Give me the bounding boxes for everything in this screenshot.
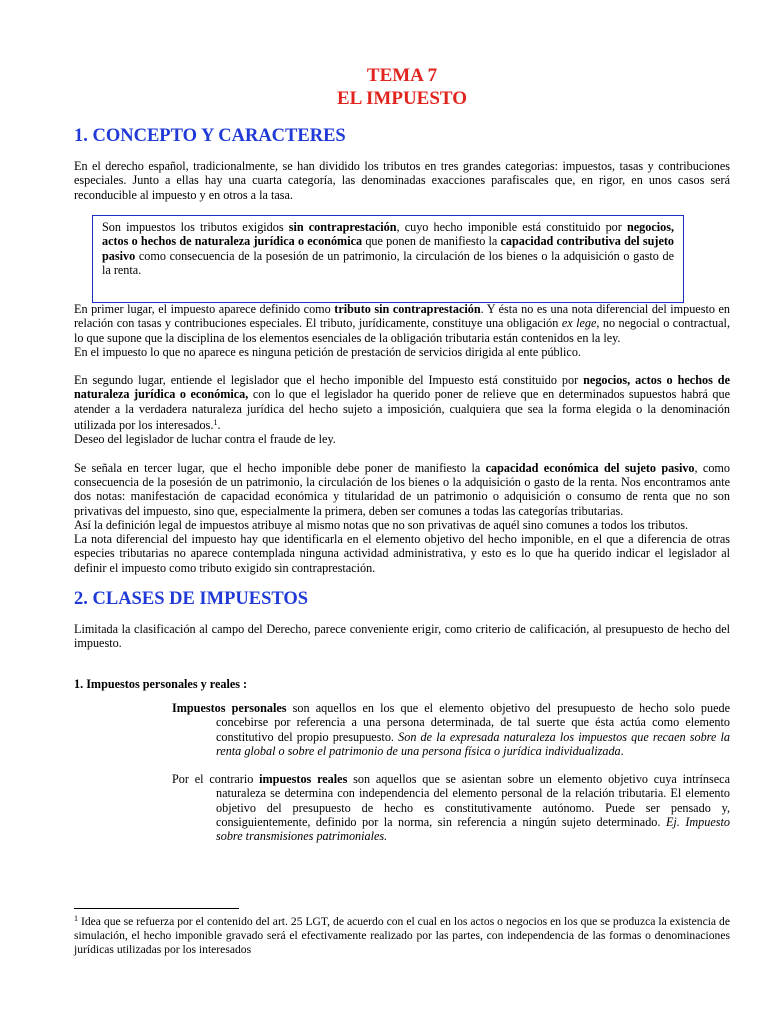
section1-heading: 1. CONCEPTO Y CARACTERES xyxy=(74,126,346,146)
paragraph-tercer-lugar: Se señala en tercer lugar, que el hecho imponible debe poner de manifiesto la capacidad económica del sujeto pasivo, como consecuencia de la posesión de un patrimonio, la circulación de los bienes o la adquisición o gasto de la renta. Nos encontramos ante dos notas: manifestación de capacidad económica y titularidad de un patrimonio o adquisición o consumo de renta que no son privativas del impuesto, sino que, especialmente la primera, deben ser comunes a todas las categorías tributarias. xyxy=(74,460,730,518)
paragraph-tercer-lugar-c: La nota diferencial del impuesto hay que identificarla en el elemento objetivo del hecho imponible, en el que a diferencia de otras especies tributarias no aparece contemplada ninguna actividad administrativa, y esto es lo que ha querido indicar el legislador al definir el impuesto como tributo exigido sin contraprestación. xyxy=(74,532,730,575)
section1-intro: En el derecho español, tradicionalmente, se han dividido los tributos en tres grandes categorias: impuestos, tasas y contribuciones especiales. Junto a ellas hay una cuarta categoría, las denominadas exacciones parafiscales que, en rigor, en unos casos será reconducible al impuesto y en otros a la tasa. xyxy=(74,159,730,202)
paragraph-primer-lugar: En primer lugar, el impuesto aparece definido como tributo sin contraprestación. Y ésta no es una nota diferencial del impuesto en relación con tasas y contribuciones especiales. El tributo, jurídicamente, constituye una obligación ex lege, no negocial o contractual, lo que supone que la disciplina de los elementos esenciales de la obligación tributaria están contenidos en la ley. xyxy=(74,302,730,345)
page-content xyxy=(74,64,730,202)
section2-intro: Limitada la clasificación al campo del Derecho, parece conveniente erigir, como criterio de calificación, al presupuesto de hecho del impuesto. xyxy=(74,622,730,651)
footnote-separator xyxy=(74,908,239,909)
tema-number: TEMA 7 xyxy=(366,65,438,86)
subsection-heading: 1. Impuestos personales y reales : xyxy=(74,676,248,691)
personal-taxes-block xyxy=(172,701,730,758)
footnote-text: $^1$ Idea que se refuerza por el contenido del art. 25 LGT, de acuerdo con el cual en los actos o negocios en los que se produzca la existencia de simulación, el hecho imponible gravado será el efectivamente realizado por las partes, con independencia de las formas o denominaciones jurídicas utilizadas por los interesados xyxy=(74,914,730,956)
definition-text: Son impuestos los tributos exigidos sin contraprestación, cuyo hecho imponible está constituido por negocios, actos o hechos de naturaleza jurídica o económica que ponen de manifiesto la capacidad contributiva del sujeto pasivo como consecuencia de la posesión de un patrimonio, la circulación de los bienes o la adquisición o gasto de la renta. xyxy=(102,220,675,278)
footnote xyxy=(74,912,730,957)
paragraph-segundo-lugar-b: Deseo del legislador de luchar contra el fraude de ley. xyxy=(74,432,336,447)
definition-box xyxy=(92,215,684,303)
impuestos-reales-paragraph: Por el contrario impuestos reales son aquellos que se asientan sobre un elemento objetivo cuya intrínseca naturaleza se determina con independencia del elemento personal de la relación tributaria. El elemento objetivo del presupuesto de hecho es constitutivamente autónomo. Puede ser pensado y, consiguientemente, definido por la norma, sin referencia a ningún sujeto determinado. Ej. Impuesto sobre transmisiones patrimoniales. xyxy=(172,772,731,844)
paragraph-primer-lugar-b: En el impuesto lo que no aparece es ninguna petición de prestación de servicios dirigida al ente público. xyxy=(74,344,581,359)
section1-body xyxy=(74,302,730,844)
tema-title: EL IMPUESTO xyxy=(336,88,468,109)
paragraph-segundo-lugar: En segundo lugar, entiende el legislador que el hecho imponible del Impuesto está constituido por negocios, actos o hechos de naturaleza jurídica o económica, con lo que el legislador ha querido poner de relieve que en determinados supuestos habrá que atender a la verdadera naturaleza jurídica del hecho sujeto a imposición, cualquiera que sea la forma elegida o la denominación utilizada por los interesados.$^1$. xyxy=(74,373,731,433)
paragraph-tercer-lugar-b: Así la definición legal de impuestos atribuye al mismo notas que no son privativas de aquél sino comunes a todos los tributos. xyxy=(74,517,689,532)
section2-heading: 2. CLASES DE IMPUESTOS xyxy=(74,589,309,610)
footnote-ref: 1 xyxy=(213,418,218,428)
impuestos-personales-paragraph: Impuestos personales son aquellos en los que el elemento objetivo del presupuesto de hecho solo puede concebirse por referencia a una persona determinada, de tal suerte que ésta actúa como elemento constitutivo del propio presupuesto. Son de la expresada naturaleza los impuestos que recaen sobre la renta global o sobre el patrimonio de una persona física o jurídica individualizada. xyxy=(172,700,731,758)
real-taxes-block xyxy=(172,772,730,843)
